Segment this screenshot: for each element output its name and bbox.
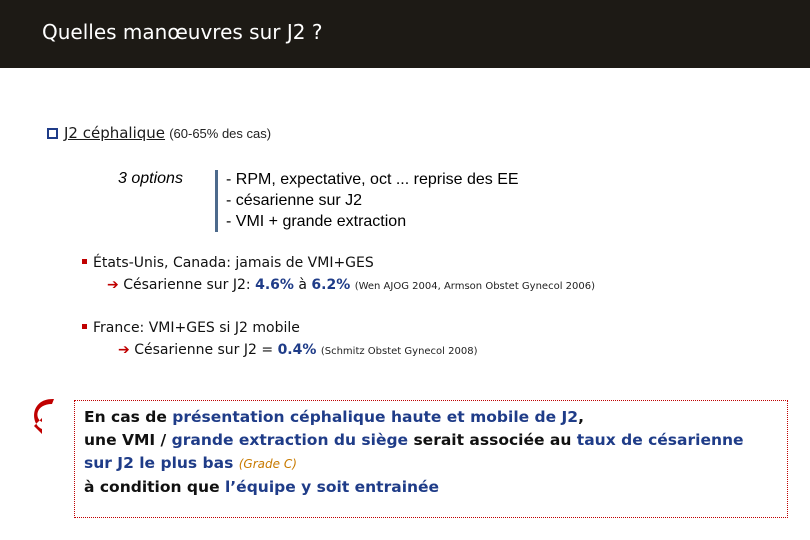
france-text: France: VMI+GES si J2 mobile — [93, 320, 300, 336]
option-item: - VMI + grande extraction — [226, 213, 407, 230]
section-heading-text: J2 céphalique — [64, 124, 166, 142]
france-line — [82, 320, 300, 336]
square-bullet-icon — [82, 324, 87, 329]
france-reference: (Schmitz Obstet Gynecol 2008) — [320, 346, 478, 357]
usa-result-label: Césarienne sur J2: — [123, 277, 256, 293]
page-title: Quelles manœuvres sur J2 ? — [42, 20, 323, 44]
usa-rate-sep: à — [293, 277, 312, 293]
options-label: 3 options — [118, 170, 183, 187]
conclusion-line: En cas de présentation céphalique haute et mobile de J2, — [84, 408, 584, 426]
france-result-label: Césarienne sur J2 = — [134, 342, 278, 358]
france-rate: 0.4% — [277, 342, 317, 358]
conclusion-box — [74, 400, 788, 518]
usa-reference: (Wen AJOG 2004, Armson Obstet Gynecol 2006) — [354, 281, 595, 292]
usa-rate-a: 4.6% — [255, 277, 294, 293]
usa-line — [82, 255, 374, 271]
usa-result — [107, 277, 595, 293]
usa-rate-b: 6.2% — [311, 277, 351, 293]
conclusion-line: sur J2 le plus bas (Grade C) — [84, 454, 297, 472]
conclusion-line: à condition que l’équipe y soit entrainée — [84, 478, 440, 496]
square-bullet-icon — [82, 259, 87, 264]
options-list — [226, 169, 519, 232]
arrow-right-icon: ➔ — [118, 342, 130, 358]
section-heading — [47, 124, 271, 142]
options-divider — [215, 170, 218, 232]
grade-label: (Grade C) — [238, 457, 297, 471]
conclusion-line: une VMI / grande extraction du siège serait associée au taux de césarienne — [84, 431, 744, 449]
usa-text: États-Unis, Canada: jamais de VMI+GES — [93, 255, 374, 271]
checkbox-bullet-icon — [47, 128, 58, 139]
france-result — [118, 342, 477, 358]
title-bar — [0, 0, 810, 68]
section-percent: (60-65% des cas) — [169, 126, 272, 141]
option-item: - césarienne sur J2 — [226, 192, 363, 209]
curved-arrow-icon — [30, 398, 60, 438]
option-item: - RPM, expectative, oct ... reprise des EE — [226, 171, 519, 188]
arrow-right-icon: ➔ — [107, 277, 119, 293]
